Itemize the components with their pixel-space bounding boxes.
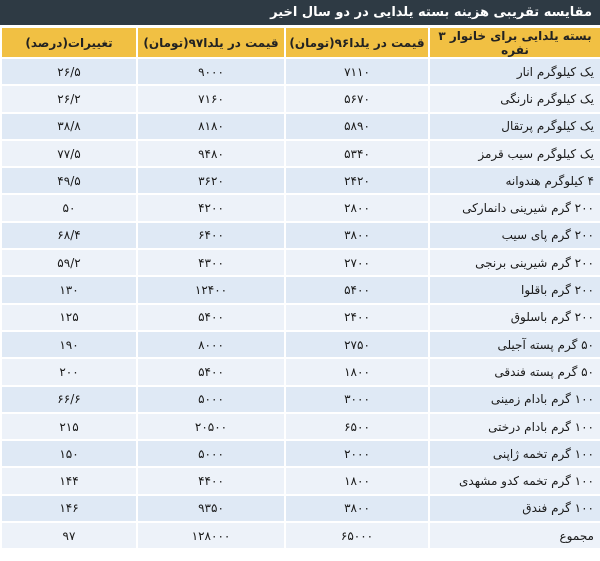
cell-price-96: ۲۸۰۰ [285, 194, 429, 221]
cell-item-name: یک کیلوگرم پرتقال [429, 113, 600, 140]
cell-item-name: ۲۰۰ گرم پای سیب [429, 222, 600, 249]
table-row [1, 276, 600, 303]
cell-price-96: ۶۵۰۰ [285, 413, 429, 440]
table-row [1, 249, 600, 276]
document-title: مقایسه تقریبی هزینه بسته یلدایی در دو سال اخیر [0, 0, 600, 25]
table-row [1, 413, 600, 440]
cell-change: ۲۰۰ [1, 358, 137, 385]
table-row [1, 113, 600, 140]
cell-change: ۹۷ [1, 522, 137, 549]
cell-price-96: ۲۷۰۰ [285, 249, 429, 276]
table-row [1, 386, 600, 413]
cell-price-96: ۳۸۰۰ [285, 495, 429, 522]
cell-item-name: ۱۰۰ گرم فندق [429, 495, 600, 522]
cell-change: ۱۲۵ [1, 304, 137, 331]
cell-item-name: ۲۰۰ گرم باقلوا [429, 276, 600, 303]
cell-price-97: ۵۴۰۰ [137, 304, 285, 331]
cell-change: ۵۰ [1, 194, 137, 221]
cell-price-96: ۳۰۰۰ [285, 386, 429, 413]
cell-price-97: ۱۲۸۰۰۰ [137, 522, 285, 549]
cell-price-96: ۳۸۰۰ [285, 222, 429, 249]
cell-price-97: ۸۰۰۰ [137, 331, 285, 358]
table-row [1, 222, 600, 249]
cell-price-96: ۷۱۱۰ [285, 58, 429, 85]
table-row [1, 358, 600, 385]
table-row [1, 304, 600, 331]
cell-price-97: ۹۴۸۰ [137, 140, 285, 167]
table-row [1, 85, 600, 112]
cell-price-96: ۲۰۰۰ [285, 440, 429, 467]
cell-price-97: ۵۰۰۰ [137, 386, 285, 413]
cell-change: ۴۹/۵ [1, 167, 137, 194]
table-row [1, 467, 600, 494]
header-change: تغییرات(درصد) [1, 27, 137, 58]
cell-price-96: ۱۸۰۰ [285, 467, 429, 494]
header-item: بسته یلدایی برای خانوار ۳ نفره [429, 27, 600, 58]
cell-price-97: ۵۰۰۰ [137, 440, 285, 467]
cell-item-name: ۲۰۰ گرم باسلوق [429, 304, 600, 331]
cell-price-97: ۴۳۰۰ [137, 249, 285, 276]
cell-price-97: ۳۶۲۰ [137, 167, 285, 194]
table-row [1, 140, 600, 167]
table-row [1, 194, 600, 221]
cell-item-name: ۱۰۰ گرم تخمه ژاپنی [429, 440, 600, 467]
cell-price-97: ۴۲۰۰ [137, 194, 285, 221]
table-row [1, 331, 600, 358]
cell-item-name: ۲۰۰ گرم شیرینی برنجی [429, 249, 600, 276]
cell-item-name: یک کیلوگرم سیب قرمز [429, 140, 600, 167]
cell-price-96: ۶۵۰۰۰ [285, 522, 429, 549]
header-price-97: قیمت در یلدا۹۷(تومان) [137, 27, 285, 58]
cell-item-name: یک کیلوگرم انار [429, 58, 600, 85]
cell-price-97: ۵۴۰۰ [137, 358, 285, 385]
cell-price-96: ۵۴۰۰ [285, 276, 429, 303]
cell-change: ۲۱۵ [1, 413, 137, 440]
cell-item-name: ۱۰۰ گرم تخمه کدو مشهدی [429, 467, 600, 494]
cell-change: ۶۸/۴ [1, 222, 137, 249]
cell-change: ۲۶/۵ [1, 58, 137, 85]
cell-change: ۱۵۰ [1, 440, 137, 467]
cell-change: ۷۷/۵ [1, 140, 137, 167]
cell-price-97: ۸۱۸۰ [137, 113, 285, 140]
table-row [1, 58, 600, 85]
cell-item-name: ۲۰۰ گرم شیرینی دانمارکی [429, 194, 600, 221]
header-price-96: قیمت در یلدا۹۶(تومان) [285, 27, 429, 58]
cell-change: ۵۹/۲ [1, 249, 137, 276]
cell-price-96: ۲۴۲۰ [285, 167, 429, 194]
table-row [1, 495, 600, 522]
cell-item-name: مجموع [429, 522, 600, 549]
cell-price-97: ۱۲۴۰۰ [137, 276, 285, 303]
cell-price-97: ۷۱۶۰ [137, 85, 285, 112]
cell-change: ۱۹۰ [1, 331, 137, 358]
table-header-row [1, 27, 600, 58]
cell-change: ۳۸/۸ [1, 113, 137, 140]
cell-change: ۱۴۴ [1, 467, 137, 494]
cell-price-96: ۵۳۴۰ [285, 140, 429, 167]
cell-price-96: ۲۴۰۰ [285, 304, 429, 331]
cell-item-name: یک کیلوگرم نارنگی [429, 85, 600, 112]
cell-change: ۲۶/۲ [1, 85, 137, 112]
price-comparison-table [0, 26, 600, 550]
cell-price-97: ۶۴۰۰ [137, 222, 285, 249]
cell-item-name: ۵۰ گرم پسته فندقی [429, 358, 600, 385]
cell-item-name: ۱۰۰ گرم بادام زمینی [429, 386, 600, 413]
cell-item-name: ۴ کیلوگرم هندوانه [429, 167, 600, 194]
cell-price-97: ۹۳۵۰ [137, 495, 285, 522]
cell-item-name: ۵۰ گرم پسته آجیلی [429, 331, 600, 358]
cell-item-name: ۱۰۰ گرم بادام درختی [429, 413, 600, 440]
cell-change: ۱۴۶ [1, 495, 137, 522]
cell-change: ۱۳۰ [1, 276, 137, 303]
cell-price-96: ۲۷۵۰ [285, 331, 429, 358]
cell-price-96: ۵۸۹۰ [285, 113, 429, 140]
cell-price-97: ۹۰۰۰ [137, 58, 285, 85]
table-row [1, 440, 600, 467]
table-row [1, 522, 600, 549]
cell-price-96: ۱۸۰۰ [285, 358, 429, 385]
cell-price-97: ۲۰۵۰۰ [137, 413, 285, 440]
cell-price-96: ۵۶۷۰ [285, 85, 429, 112]
cell-price-97: ۴۴۰۰ [137, 467, 285, 494]
cell-change: ۶۶/۶ [1, 386, 137, 413]
table-row [1, 167, 600, 194]
